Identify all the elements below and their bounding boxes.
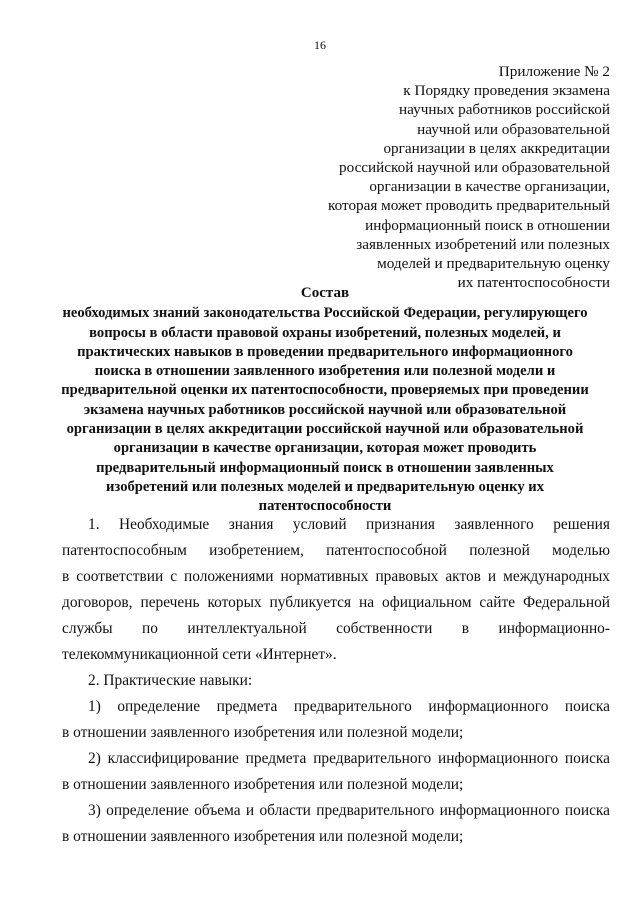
list-item-line: в отношении заявленного изобретения или полезной модели; [62, 724, 464, 741]
list-item-line: в отношении заявленного изобретения или полезной модели; [62, 828, 464, 845]
page-number: 16 [314, 38, 326, 52]
list-item-line: 1) определение предмета предварительного информационного поиска [88, 698, 610, 715]
appendix-line: организации в целях аккредитации [383, 139, 610, 157]
title-line: предварительный информационный поиск в отношении заявленных [96, 459, 554, 476]
list-item-line: 3) определение объема и области предварительного информационного поиска [88, 802, 610, 819]
title-line: вопросы в области правовой охраны изобретений, полезных моделей, и [89, 324, 561, 341]
appendix-line: к Порядку проведения экзамена [403, 82, 610, 100]
paragraph-line: телекоммуникационной сети «Интернет». [62, 646, 337, 663]
title-heading: Состав [300, 285, 350, 301]
appendix-line: их патентоспособности [457, 274, 610, 292]
list-item-line: в отношении заявленного изобретения или полезной модели; [62, 776, 464, 793]
paragraph-line: 1. Необходимые знания условий признания заявленного решения [88, 516, 610, 533]
title-line: поиска в отношении заявленного изобретения или полезной модели и [94, 363, 556, 380]
paragraph-line: 2. Практические навыки: [88, 672, 253, 689]
document-body [62, 512, 610, 850]
appendix-line: научных работников российской [399, 101, 610, 119]
appendix-line: информационный поиск в отношении [365, 216, 610, 234]
title-line: необходимых знаний законодательства Российской Федерации, регулирующего [62, 305, 588, 322]
title-line: изобретений или полезных моделей и предварительную оценку их [106, 478, 544, 495]
appendix-line: российской научной или образовательной [339, 159, 610, 177]
appendix-line: которая может проводить предварительный [328, 197, 610, 215]
title-line: патентоспособности [258, 498, 392, 515]
appendix-line: Приложение № 2 [498, 63, 610, 80]
appendix-line: научной или образовательной [417, 120, 610, 138]
appendix-line: заявленных изобретений или полезных [356, 235, 610, 253]
appendix-line: организации в качестве организации, [369, 178, 610, 196]
paragraph-line: патентоспособным изобретением, патентоспособной полезной моделью [62, 542, 610, 559]
title-line: предварительной оценки их патентоспособности, проверяемых при проведении [61, 382, 589, 399]
paragraph-line: договоров, перечень которых публикуется на официальном сайте Федеральной [62, 594, 610, 611]
document-title [30, 284, 620, 517]
appendix-header [280, 62, 610, 292]
title-line: экзамена научных работников российской научной или образовательной [83, 401, 567, 418]
paragraph-line: службы по интеллектуальной собственности в информационно- [62, 620, 610, 637]
appendix-line: моделей и предварительную оценку [377, 255, 610, 273]
title-line: организации в качестве организации, которая может проводить [113, 440, 537, 457]
paragraph-line: в соответствии с положениями нормативных правовых актов и международных [62, 568, 610, 585]
title-line: организации в целях аккредитации российской научной или образовательной [66, 421, 584, 438]
title-line: практических навыков в проведении предварительного информационного [77, 343, 573, 360]
list-item-line: 2) классифицирование предмета предварительного информационного поиска [88, 750, 610, 767]
